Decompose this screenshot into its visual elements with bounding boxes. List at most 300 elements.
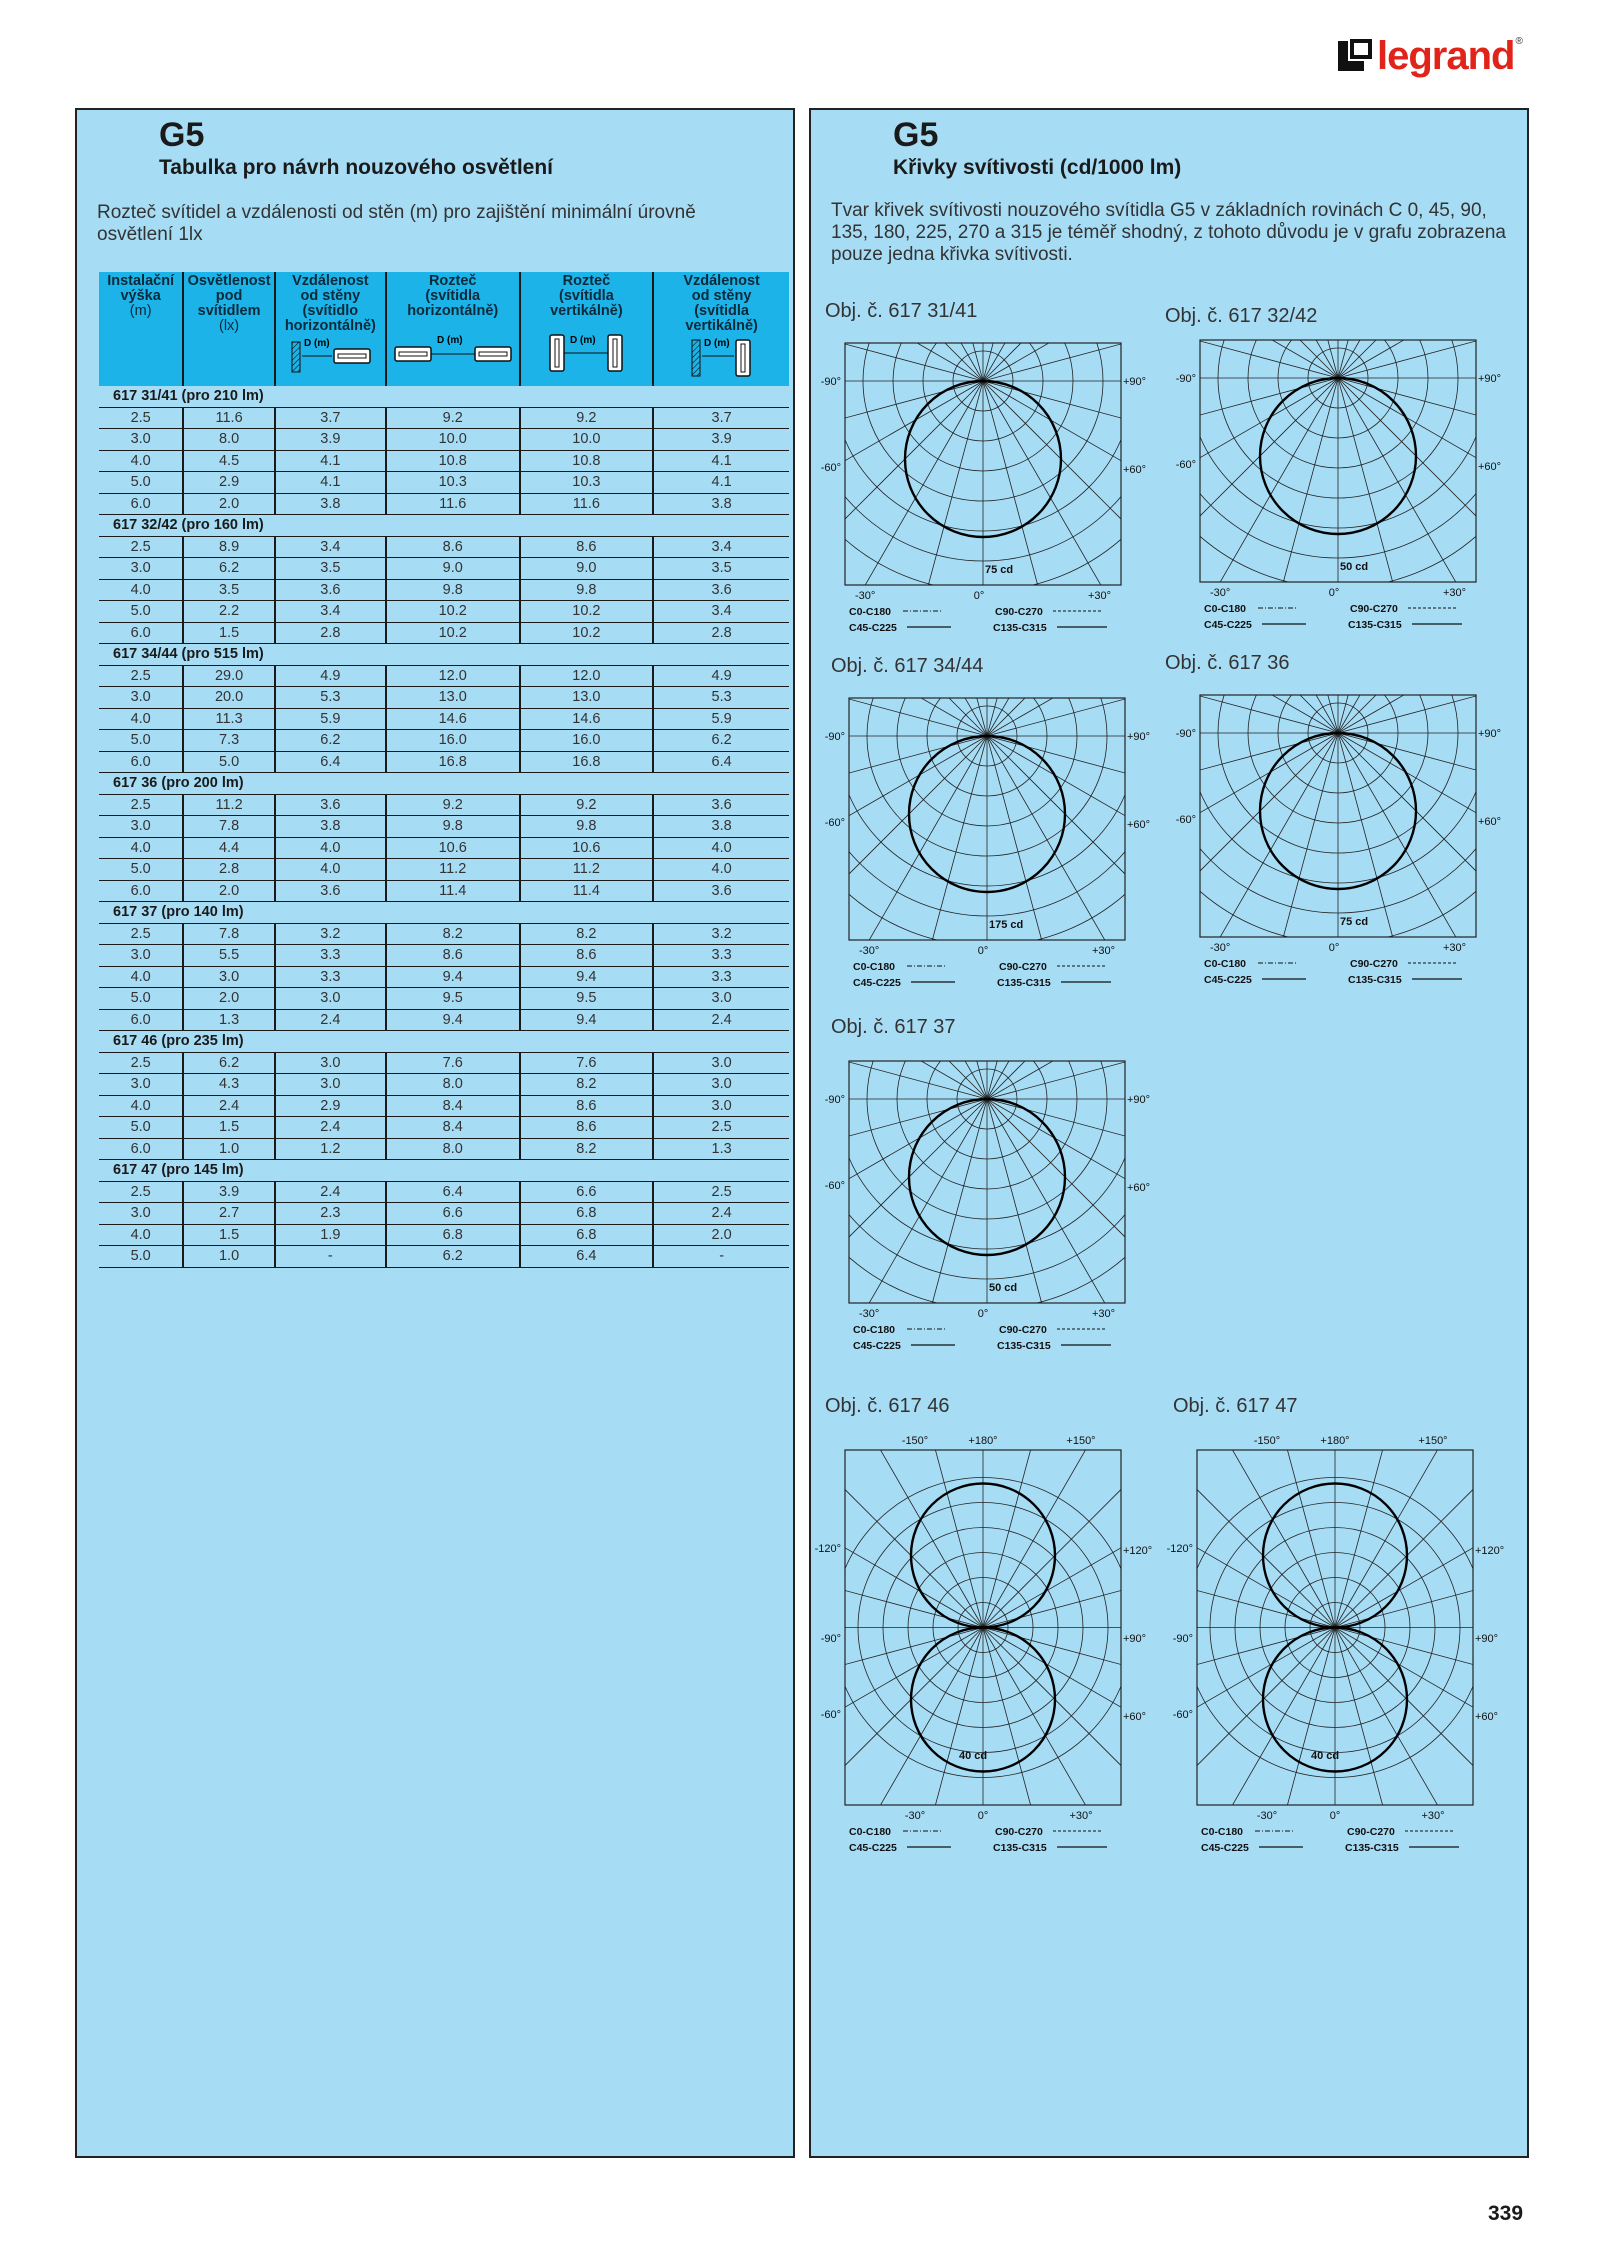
legend-c90: C90-C270 xyxy=(1350,603,1398,615)
table-cell: 3.0 xyxy=(275,988,386,1010)
table-cell: 6.0 xyxy=(99,1009,183,1031)
table-row xyxy=(99,837,789,859)
table-cell: 10.2 xyxy=(386,601,520,623)
table-cell: 6.6 xyxy=(520,1181,654,1203)
table-cell: 2.0 xyxy=(183,493,275,515)
table-cell: 5.0 xyxy=(99,988,183,1010)
table-cell: 29.0 xyxy=(183,665,275,687)
header-spacing-horizontal: Rozteč (svítidla horizontálně) D (m) xyxy=(386,272,520,386)
table-cell: 14.6 xyxy=(520,708,654,730)
table-cell: 9.0 xyxy=(520,558,654,580)
table-cell: 3.8 xyxy=(653,816,789,838)
angle-label: -150° xyxy=(1253,1435,1281,1447)
angle-label: 0° xyxy=(977,1308,989,1320)
grid-radial xyxy=(1335,1408,1600,1628)
table-row xyxy=(99,1224,789,1246)
table-cell: 9.0 xyxy=(386,558,520,580)
table-cell: 3.0 xyxy=(653,1074,789,1096)
angle-label: +30° xyxy=(1087,590,1111,602)
table-cell: 16.8 xyxy=(386,751,520,773)
table-cell: 5.3 xyxy=(275,687,386,709)
legend-c0: C0-C180 xyxy=(853,961,896,973)
table-cell: 6.0 xyxy=(99,493,183,515)
table-row xyxy=(99,730,789,752)
table-cell: 4.0 xyxy=(99,1224,183,1246)
table-cell: 2.8 xyxy=(653,622,789,644)
legend-c45: C45-C225 xyxy=(1204,974,1252,986)
table-row xyxy=(99,558,789,580)
grid-radial xyxy=(1338,378,1600,578)
table-cell: 9.2 xyxy=(520,407,654,429)
polar-plot xyxy=(811,335,1147,660)
angle-label: -90° xyxy=(1175,728,1196,740)
grid-radial xyxy=(879,0,983,381)
table-cell: 2.4 xyxy=(653,1203,789,1225)
table-cell: 2.5 xyxy=(99,407,183,429)
table-cell: 3.5 xyxy=(275,558,386,580)
table-cell: 2.8 xyxy=(275,622,386,644)
grid-radial xyxy=(987,1099,1333,1299)
table-cell: 10.2 xyxy=(386,622,520,644)
polar-plot-svg xyxy=(1163,1428,1505,1854)
table-cell: 3.4 xyxy=(275,536,386,558)
grid-radial xyxy=(1335,1202,1449,1627)
table-row xyxy=(99,816,789,838)
polar-plot xyxy=(815,690,1151,1015)
table-cell: 10.8 xyxy=(386,450,520,472)
table-cell: 8.0 xyxy=(386,1138,520,1160)
table-cell: 14.6 xyxy=(386,708,520,730)
table-row xyxy=(99,945,789,967)
table-row xyxy=(99,407,789,429)
table-row xyxy=(99,601,789,623)
grid-radial xyxy=(983,1628,1097,2053)
table-cell: 11.4 xyxy=(386,880,520,902)
group-title: 617 34/44 (pro 515 lm) xyxy=(99,644,789,666)
table-cell: 5.0 xyxy=(183,751,275,773)
table-cell: - xyxy=(653,1246,789,1268)
design-table xyxy=(99,272,789,1268)
grid-radial xyxy=(983,0,1087,381)
table-cell: - xyxy=(275,1246,386,1268)
polar-plot xyxy=(1166,332,1502,657)
angle-label: -90° xyxy=(1172,1633,1193,1645)
table-cell: 5.3 xyxy=(653,687,789,709)
polar-plot-svg xyxy=(1166,332,1502,652)
scale-label: 75 cd xyxy=(1340,916,1369,928)
table-cell: 8.6 xyxy=(520,945,654,967)
table-cell: 2.5 xyxy=(653,1117,789,1139)
header-illuminance: Osvětlenost pod svítidlem (lx) xyxy=(183,272,275,386)
angle-label: -90° xyxy=(824,1094,845,1106)
grid-radial xyxy=(1338,378,1538,724)
angle-label: 0° xyxy=(973,590,985,602)
table-cell: 3.0 xyxy=(653,1052,789,1074)
table-cell: 5.0 xyxy=(99,730,183,752)
table-cell: 7.8 xyxy=(183,923,275,945)
legend-c90: C90-C270 xyxy=(1347,1826,1395,1838)
table-cell: 2.9 xyxy=(183,472,275,494)
table-cell: 2.9 xyxy=(275,1095,386,1117)
polar-plot xyxy=(815,1053,1151,1378)
grid-radial xyxy=(1338,274,1600,378)
table-cell: 11.2 xyxy=(183,794,275,816)
angle-label: +60° xyxy=(1123,464,1147,476)
legend-c45: C45-C225 xyxy=(1204,619,1252,631)
table-cell: 8.9 xyxy=(183,536,275,558)
angle-label: -60° xyxy=(824,1180,845,1192)
table-cell: 2.5 xyxy=(99,923,183,945)
table-cell: 10.3 xyxy=(386,472,520,494)
table-cell: 16.0 xyxy=(386,730,520,752)
table-cell: 3.6 xyxy=(653,880,789,902)
table-group-row xyxy=(99,902,789,924)
table-cell: 11.6 xyxy=(183,407,275,429)
angle-label: +60° xyxy=(1478,461,1502,473)
table-cell: 1.0 xyxy=(183,1246,275,1268)
polar-plot-svg xyxy=(815,690,1151,1010)
grid-radial xyxy=(1338,733,1538,1079)
table-cell: 3.0 xyxy=(99,945,183,967)
table-cell: 6.8 xyxy=(520,1203,654,1225)
table-row xyxy=(99,1074,789,1096)
group-title: 617 47 (pro 145 lm) xyxy=(99,1160,789,1182)
legend-c135: C135-C315 xyxy=(997,977,1051,989)
table-cell: 5.9 xyxy=(653,708,789,730)
table-cell: 8.2 xyxy=(386,923,520,945)
table-cell: 11.2 xyxy=(386,859,520,881)
table-cell: 3.3 xyxy=(653,945,789,967)
legend-c0: C0-C180 xyxy=(849,606,892,618)
table-cell: 3.9 xyxy=(183,1181,275,1203)
angle-label: +90° xyxy=(1127,731,1151,743)
table-cell: 3.3 xyxy=(653,966,789,988)
table-cell: 3.0 xyxy=(99,1074,183,1096)
table-cell: 10.2 xyxy=(520,622,654,644)
table-cell: 12.0 xyxy=(520,665,654,687)
table-cell: 6.0 xyxy=(99,622,183,644)
table-cell: 10.0 xyxy=(386,429,520,451)
legend-c90: C90-C270 xyxy=(999,1324,1047,1336)
table-cell: 8.6 xyxy=(520,536,654,558)
table-row xyxy=(99,859,789,881)
table-cell: 4.0 xyxy=(99,579,183,601)
angle-label: 0° xyxy=(1329,1810,1341,1822)
table-cell: 2.5 xyxy=(653,1181,789,1203)
table-cell: 3.3 xyxy=(275,945,386,967)
table-cell: 4.1 xyxy=(275,450,386,472)
angle-label: -120° xyxy=(1166,1543,1193,1555)
angle-label: +30° xyxy=(1069,1810,1093,1822)
table-cell: 3.9 xyxy=(275,429,386,451)
legend-c0: C0-C180 xyxy=(849,1826,892,1838)
grid-radial xyxy=(987,1099,1187,1445)
table-cell: 1.2 xyxy=(275,1138,386,1160)
right-intro: Tvar křivek svítivosti nouzového svítidla G5 v základních rovinách C 0, 45, 90, 135, 180, 225, 270 a 315 je téměř shodný, z tohoto důvodu je v grafu zobrazena pouze jedna křivka svítivosti. xyxy=(831,200,1506,265)
svg-text:D (m): D (m) xyxy=(570,335,596,346)
table-cell: 7.6 xyxy=(386,1052,520,1074)
table-group-row xyxy=(99,1160,789,1182)
intensity-curves-panel xyxy=(809,108,1529,2158)
angle-label: -30° xyxy=(859,945,880,957)
plot-label: Obj. č. 617 36 xyxy=(1165,652,1290,674)
scale-label: 75 cd xyxy=(985,564,1014,576)
group-title: 617 31/41 (pro 210 lm) xyxy=(99,386,789,407)
angle-label: +120° xyxy=(1475,1545,1505,1557)
table-cell: 2.7 xyxy=(183,1203,275,1225)
table-row xyxy=(99,1246,789,1268)
grid-radial xyxy=(987,1099,1373,1203)
table-row xyxy=(99,880,789,902)
table-cell: 1.5 xyxy=(183,1117,275,1139)
wall-vertical-luminaire-icon xyxy=(674,336,770,380)
legend-c45: C45-C225 xyxy=(849,622,897,634)
table-cell: 6.2 xyxy=(183,1052,275,1074)
left-title: Tabulka pro návrh nouzového osvětlení xyxy=(159,156,554,179)
angle-label: -60° xyxy=(824,817,845,829)
table-cell: 10.6 xyxy=(386,837,520,859)
header-wall-distance-vertical: Vzdálenost od stěny (svítidla vertikálně) D (m) xyxy=(653,272,789,386)
table-cell: 4.0 xyxy=(275,837,386,859)
table-row xyxy=(99,988,789,1010)
legrand-mark-icon xyxy=(1338,39,1372,73)
table-cell: 4.1 xyxy=(275,472,386,494)
grid-radial xyxy=(1335,1514,1600,1628)
table-cell: 5.0 xyxy=(99,472,183,494)
table-cell: 11.3 xyxy=(183,708,275,730)
table-cell: 8.4 xyxy=(386,1117,520,1139)
table-cell: 8.6 xyxy=(520,1117,654,1139)
table-cell: 3.0 xyxy=(275,1074,386,1096)
table-cell: 3.6 xyxy=(653,794,789,816)
table-cell: 4.0 xyxy=(653,859,789,881)
table-row xyxy=(99,1181,789,1203)
table-cell: 9.4 xyxy=(520,966,654,988)
angle-label: -150° xyxy=(901,1435,929,1447)
grid-radial xyxy=(1335,1316,1600,1627)
table-cell: 8.6 xyxy=(520,1095,654,1117)
grid-radial xyxy=(1138,733,1338,1079)
table-cell: 3.0 xyxy=(99,558,183,580)
table-row xyxy=(99,1095,789,1117)
table-cell: 6.4 xyxy=(386,1181,520,1203)
legend-c0: C0-C180 xyxy=(1204,958,1247,970)
polar-plot-svg xyxy=(815,1053,1151,1373)
table-cell: 8.6 xyxy=(386,536,520,558)
angle-label: +60° xyxy=(1123,1711,1147,1723)
table-cell: 20.0 xyxy=(183,687,275,709)
table-row xyxy=(99,794,789,816)
table-row xyxy=(99,708,789,730)
angle-label: +30° xyxy=(1421,1810,1445,1822)
group-title: 617 46 (pro 235 lm) xyxy=(99,1031,789,1053)
table-cell: 3.2 xyxy=(653,923,789,945)
table-cell: 8.6 xyxy=(386,945,520,967)
angle-label: -60° xyxy=(1175,459,1196,471)
angle-label: -60° xyxy=(1175,814,1196,826)
table-cell: 4.0 xyxy=(99,450,183,472)
table-cell: 2.2 xyxy=(183,601,275,623)
legrand-logo xyxy=(1338,36,1523,76)
table-row xyxy=(99,493,789,515)
table-cell: 1.5 xyxy=(183,622,275,644)
table-cell: 3.0 xyxy=(653,1095,789,1117)
table-cell: 6.0 xyxy=(99,880,183,902)
table-cell: 11.4 xyxy=(520,880,654,902)
table-row xyxy=(99,1203,789,1225)
angle-label: +150° xyxy=(1066,1435,1096,1447)
table-cell: 6.4 xyxy=(520,1246,654,1268)
table-cell: 1.3 xyxy=(653,1138,789,1160)
table-cell: 10.2 xyxy=(520,601,654,623)
table-cell: 3.9 xyxy=(653,429,789,451)
table-cell: 3.8 xyxy=(275,816,386,838)
angle-label: +150° xyxy=(1418,1435,1448,1447)
table-cell: 5.0 xyxy=(99,601,183,623)
table-cell: 2.0 xyxy=(183,880,275,902)
legend-c135: C135-C315 xyxy=(993,622,1047,634)
table-cell: 11.6 xyxy=(386,493,520,515)
table-cell: 8.2 xyxy=(520,923,654,945)
table-cell: 3.8 xyxy=(275,493,386,515)
table-cell: 16.0 xyxy=(520,730,654,752)
legend-c90: C90-C270 xyxy=(995,1826,1043,1838)
polar-plot xyxy=(1166,687,1502,1012)
two-vertical-luminaires-icon xyxy=(524,327,648,375)
angle-label: +180° xyxy=(968,1435,998,1447)
scale-label: 175 cd xyxy=(989,919,1024,931)
angle-label: -60° xyxy=(820,1709,841,1721)
header-install-height: Instalační výška (m) xyxy=(99,272,183,386)
legend-c0: C0-C180 xyxy=(1201,1826,1244,1838)
scale-label: 40 cd xyxy=(959,1750,988,1762)
table-cell: 3.0 xyxy=(275,1052,386,1074)
legend-c90: C90-C270 xyxy=(995,606,1043,618)
table-cell: 4.9 xyxy=(653,665,789,687)
scale-label: 50 cd xyxy=(1340,561,1369,573)
table-cell: 9.8 xyxy=(520,816,654,838)
group-title: 617 37 (pro 140 lm) xyxy=(99,902,789,924)
legend-c45: C45-C225 xyxy=(853,1340,901,1352)
grid-radial xyxy=(1338,733,1600,837)
table-cell: 2.4 xyxy=(275,1181,386,1203)
legend-c45: C45-C225 xyxy=(1201,1842,1249,1854)
table-row xyxy=(99,665,789,687)
registered-mark: ® xyxy=(1515,36,1523,47)
table-cell: 3.8 xyxy=(653,493,789,515)
table-cell: 3.7 xyxy=(653,407,789,429)
angle-label: 0° xyxy=(1328,587,1340,599)
table-cell: 6.4 xyxy=(653,751,789,773)
table-cell: 5.0 xyxy=(99,1117,183,1139)
table-cell: 3.5 xyxy=(183,579,275,601)
legend-c135: C135-C315 xyxy=(997,1340,1051,1352)
grid-radial xyxy=(1335,1628,1600,1742)
grid-radial xyxy=(1335,1628,1555,2009)
table-cell: 1.9 xyxy=(275,1224,386,1246)
angle-label: 0° xyxy=(977,945,989,957)
table-cell: 4.0 xyxy=(99,837,183,859)
scale-label: 50 cd xyxy=(989,1282,1018,1294)
left-code: G5 xyxy=(159,116,205,154)
table-cell: 8.0 xyxy=(386,1074,520,1096)
table-row xyxy=(99,536,789,558)
angle-label: -90° xyxy=(1175,373,1196,385)
brand-name: legrand xyxy=(1377,34,1515,78)
polar-plot xyxy=(811,1428,1153,1854)
table-cell: 13.0 xyxy=(386,687,520,709)
angle-label: -120° xyxy=(814,1543,841,1555)
plot-label: Obj. č. 617 46 xyxy=(825,1395,950,1417)
group-title: 617 36 (pro 200 lm) xyxy=(99,773,789,795)
table-cell: 3.0 xyxy=(99,816,183,838)
grid-radial xyxy=(983,381,1183,727)
table-cell: 11.2 xyxy=(520,859,654,881)
legend-c90: C90-C270 xyxy=(999,961,1047,973)
legend-c90: C90-C270 xyxy=(1350,958,1398,970)
table-cell: 7.6 xyxy=(520,1052,654,1074)
table-cell: 7.8 xyxy=(183,816,275,838)
plot-label: Obj. č. 617 31/41 xyxy=(825,300,978,322)
table-group-row xyxy=(99,386,789,407)
table-cell: 1.5 xyxy=(183,1224,275,1246)
group-title: 617 32/42 (pro 160 lm) xyxy=(99,515,789,537)
table-cell: 5.9 xyxy=(275,708,386,730)
table-group-row xyxy=(99,1031,789,1053)
table-cell: 2.4 xyxy=(653,1009,789,1031)
table-row xyxy=(99,1009,789,1031)
table-cell: 3.4 xyxy=(653,601,789,623)
table-cell: 4.1 xyxy=(653,472,789,494)
grid-radial xyxy=(1335,1628,1600,1939)
table-cell: 3.0 xyxy=(183,966,275,988)
table-row xyxy=(99,472,789,494)
table-cell: 9.4 xyxy=(520,1009,654,1031)
table-cell: 9.4 xyxy=(386,966,520,988)
svg-text:D (m): D (m) xyxy=(703,338,730,349)
table-cell: 2.5 xyxy=(99,665,183,687)
table-cell: 13.0 xyxy=(520,687,654,709)
plot-label: Obj. č. 617 32/42 xyxy=(1165,305,1318,327)
table-group-row xyxy=(99,644,789,666)
angle-label: -30° xyxy=(1256,1810,1278,1822)
grid-radial xyxy=(1338,378,1600,482)
table-header-row xyxy=(99,272,789,386)
grid-radial xyxy=(1115,1246,1335,1627)
grid-radial xyxy=(1115,1628,1335,2009)
table-cell: 8.0 xyxy=(183,429,275,451)
table-cell: 6.2 xyxy=(183,558,275,580)
table-cell: 3.6 xyxy=(275,579,386,601)
table-cell: 2.5 xyxy=(99,536,183,558)
legend-c135: C135-C315 xyxy=(1348,974,1402,986)
scale-label: 40 cd xyxy=(1311,1750,1340,1762)
table-cell: 2.0 xyxy=(183,988,275,1010)
table-cell: 4.4 xyxy=(183,837,275,859)
polar-plot xyxy=(1163,1428,1505,1854)
angle-label: +30° xyxy=(1442,587,1466,599)
table-cell: 8.4 xyxy=(386,1095,520,1117)
angle-label: -30° xyxy=(859,1308,880,1320)
angle-label: -60° xyxy=(820,462,841,474)
table-cell: 2.4 xyxy=(275,1009,386,1031)
table-cell: 2.0 xyxy=(653,1224,789,1246)
polar-plot-svg xyxy=(811,1428,1153,1854)
table-cell: 9.8 xyxy=(386,579,520,601)
table-cell: 4.0 xyxy=(99,1095,183,1117)
table-cell: 12.0 xyxy=(386,665,520,687)
legend-c135: C135-C315 xyxy=(1348,619,1402,631)
